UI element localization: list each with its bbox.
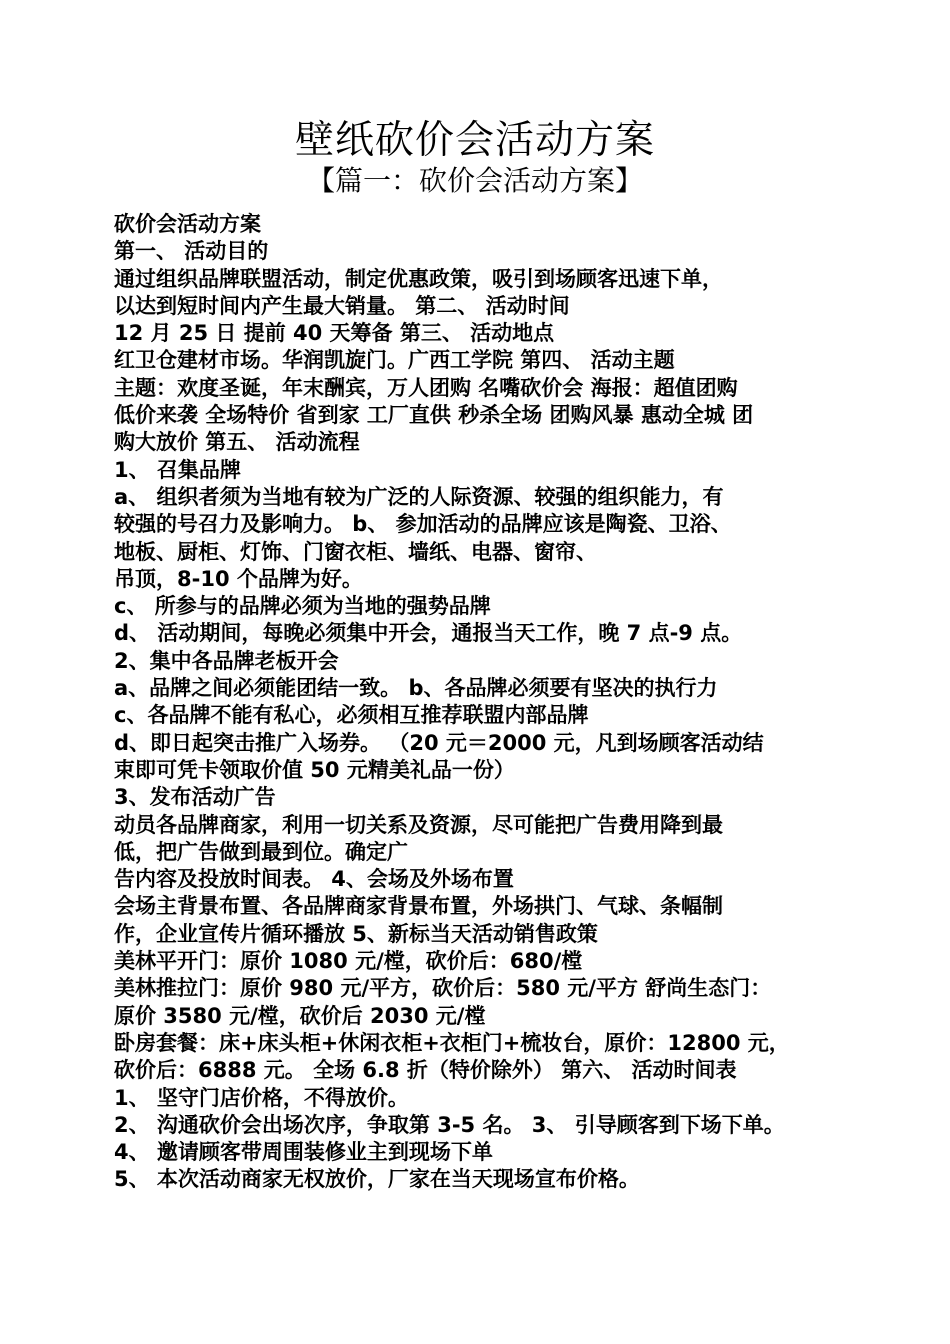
text-line: 12 月 25 日 提前 40 天筹备 第三、 活动地点 (114, 321, 555, 346)
text-line: 美林平开门：原价 1080 元/樘，砍价后：680/樘 (114, 949, 583, 974)
text-line: 砍价后：6888 元。 全场 6.8 折（特价除外） 第六、 活动时间表 (114, 1058, 737, 1083)
text-line: 通过组织品牌联盟活动，制定优惠政策，吸引到场顾客迅速下单， (114, 266, 723, 291)
text-line: a、 组织者须为当地有较为广泛的人际资源、较强的组织能力，有 (114, 484, 724, 509)
text-line: 吊顶，8-10 个品牌为好。 (114, 566, 363, 591)
text-line: 购大放价 第五、 活动流程 (114, 430, 360, 455)
text-line: 告内容及投放时间表。 4、会场及外场布置 (114, 867, 514, 892)
text-line: 原价 3580 元/樘，砍价后 2030 元/樘 (114, 1003, 486, 1028)
text-line: 较强的号召力及影响力。 b、 参加活动的品牌应该是陶瓷、卫浴、 (114, 512, 732, 537)
text-line: 5、 本次活动商家无权放价，厂家在当天现场宣布价格。 (114, 1167, 640, 1192)
text-line: c、各品牌不能有私心，必须相互推荐联盟内部品牌 (114, 703, 589, 728)
text-line: 地板、厨柜、灯饰、门窗衣柜、墙纸、电器、窗帘、 (114, 539, 597, 564)
text-line: 砍价会活动方案 (114, 212, 261, 236)
text-line: 第一、 活动目的 (114, 239, 269, 264)
text-line: 动员各品牌商家，利用一切关系及资源，尽可能把广告费用降到最 (114, 812, 723, 837)
text-line: 会场主背景布置、各品牌商家背景布置，外场拱门、气球、条幅制 (114, 894, 723, 919)
text-line: 以达到短时间内产生最大销量。 第二、 活动时间 (114, 293, 570, 318)
document-subtitle: 【篇一：砍价会活动方案】 (306, 164, 643, 197)
text-line: 4、 邀请顾客带周围装修业主到现场下单 (114, 1140, 493, 1165)
text-line: 2、 沟通砍价会出场次序，争取第 3-5 名。 3、 引导顾客到下场下单。 (114, 1112, 785, 1137)
text-line: 主题：欢度圣诞，年末酬宾，万人团购 名嘴砍价会 海报：超值团购 (114, 375, 738, 400)
text-line: d、 活动期间，每晚必须集中开会，通报当天工作，晚 7 点-9 点。 (114, 621, 743, 646)
document-title: 壁纸砍价会活动方案 (294, 118, 655, 163)
text-line: 作，企业宣传片循环播放 5、新标当天活动销售政策 (114, 921, 598, 946)
text-line: 卧房套餐：床+床头柜+休闲衣柜+衣柜门+梳妆台，原价：12800 元， (114, 1030, 790, 1055)
text-line: 1、 召集品牌 (114, 457, 241, 482)
text-line: d、即日起突击推广入场券。 （20 元＝2000 元，凡到场顾客活动结 (114, 730, 764, 755)
text-line: 2、集中各品牌老板开会 (114, 648, 339, 673)
text-line: 3、发布活动广告 (114, 785, 276, 810)
text-line: a、品牌之间必须能团结一致。 b、各品牌必须要有坚决的执行力 (114, 676, 718, 701)
text-line: 美林推拉门：原价 980 元/平方，砍价后：580 元/平方 舒尚生态门： (114, 976, 772, 1001)
text-line: c、 所参与的品牌必须为当地的强势品牌 (114, 594, 491, 619)
text-line: 红卫仓建材市场。华润凯旋门。广西工学院 第四、 活动主题 (114, 348, 675, 373)
text-line: 低价来袭 全场特价 省到家 工厂直供 秒杀全场 团购风暴 惠动全城 团 (114, 403, 754, 428)
text-line: 低，把广告做到最到位。确定广 (114, 839, 408, 864)
text-line: 束即可凭卡领取价值 50 元精美礼品一份） (114, 757, 515, 782)
document-body (114, 211, 844, 1194)
text-line: 1、 坚守门店价格，不得放价。 (114, 1085, 409, 1110)
